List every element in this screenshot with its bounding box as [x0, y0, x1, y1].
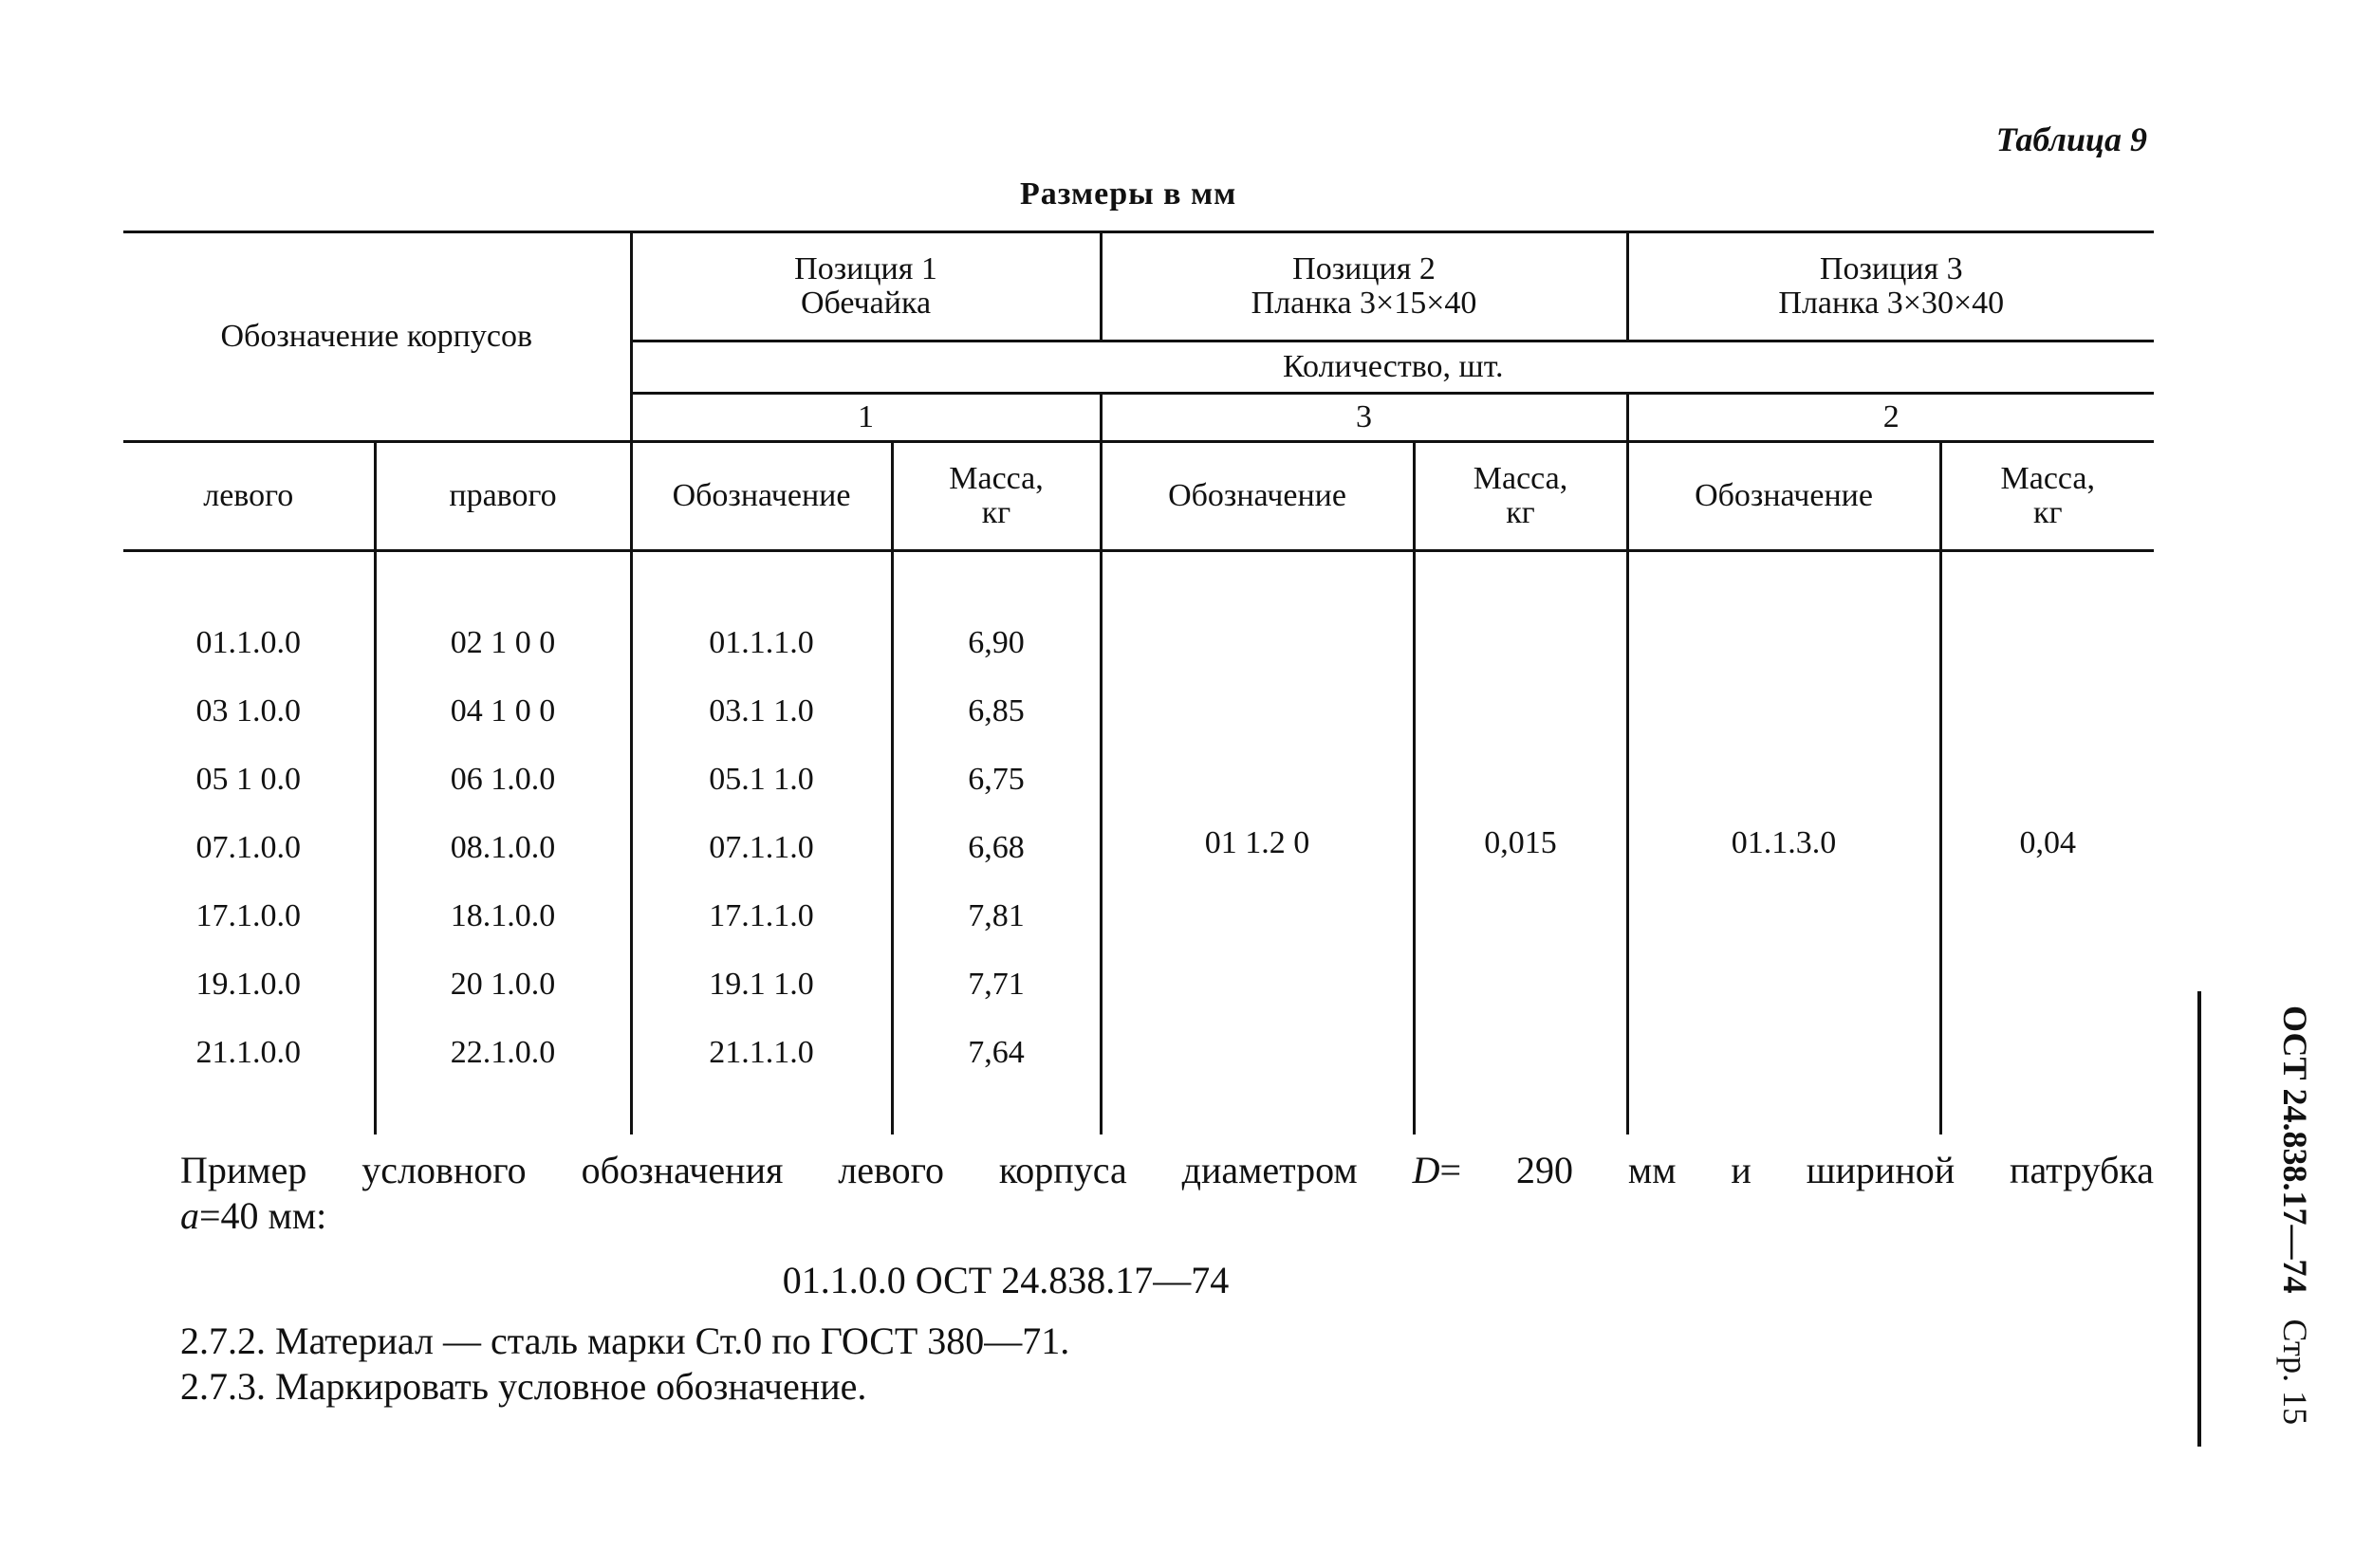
left-code: 05 1 0.0 [195, 762, 301, 798]
quantity-position-3: 2 [1627, 394, 2154, 442]
example-a-var: a [180, 1194, 199, 1237]
p1-mass: 6,75 [892, 746, 1101, 814]
table-caption: Размеры в мм [1020, 176, 1237, 212]
position-1-label: Позиция 1 [794, 251, 937, 287]
p1-mass: 6,90 [892, 609, 1101, 677]
parts-table [123, 231, 2154, 1134]
position-3-label: Позиция 3 [1819, 251, 1963, 287]
left-code: 21.1.0.0 [195, 1035, 301, 1071]
p3-designation: 01.1.3.0 [1627, 551, 1940, 1135]
left-code: 17.1.0.0 [195, 898, 301, 934]
left-code: 07.1.0.0 [195, 830, 301, 866]
right-code: 02 1 0 0 [375, 609, 631, 677]
p3-mass-header: Масса, кг [1940, 442, 2154, 551]
quantity-position-2: 3 [1101, 394, 1627, 442]
position-2-label: Позиция 2 [1292, 251, 1436, 287]
left-header: левого [123, 442, 375, 551]
p1-designation: 17.1.1.0 [631, 882, 892, 950]
p1-mass: 6,68 [892, 814, 1101, 882]
quantity-position-1: 1 [631, 394, 1101, 442]
standard-number: ОСТ 24.838.17—74 [2276, 1005, 2314, 1294]
example-intro: Пример условного обозначения левого корпуса диаметром [180, 1149, 1358, 1191]
position-2-name: Планка 3×15×40 [1251, 286, 1477, 321]
p1-mass: 6,85 [892, 677, 1101, 746]
table-number-label: Таблица 9 [1995, 120, 2147, 158]
p1-designation: 05.1 1.0 [631, 746, 892, 814]
p2-mass: 0,015 [1414, 551, 1627, 1135]
position-3-name: Планка 3×30×40 [1778, 286, 2005, 321]
example-tail: мм и шириной патрубка [1627, 1149, 2155, 1191]
right-code: 22.1.0.0 [375, 1019, 631, 1087]
right-code: 20 1.0.0 [375, 950, 631, 1019]
p3-designation-header: Обозначение [1627, 442, 1940, 551]
left-code: 19.1.0.0 [195, 967, 301, 1003]
p1-mass: 7,81 [892, 882, 1101, 950]
page-number: Стр. 15 [2276, 1319, 2314, 1426]
body-text [180, 1148, 2154, 1410]
p1-designation: 01.1.1.0 [631, 609, 892, 677]
p1-mass-header: Масса, кг [892, 442, 1101, 551]
p1-designation: 19.1 1.0 [631, 950, 892, 1019]
left-code: 01.1.0.0 [195, 625, 301, 661]
example-d-var: D [1412, 1149, 1440, 1191]
p1-designation: 07.1.1.0 [631, 814, 892, 882]
right-code: 08.1.0.0 [375, 814, 631, 882]
p1-mass: 7,71 [892, 950, 1101, 1019]
p1-mass: 7,64 [892, 1019, 1101, 1087]
designation-header: Обозначение корпусов [123, 232, 631, 442]
example-a-value: =40 мм: [199, 1194, 327, 1237]
p2-designation-header: Обозначение [1101, 442, 1414, 551]
left-code: 03 1.0.0 [195, 693, 301, 729]
p3-mass: 0,04 [1940, 551, 2154, 1135]
right-header: правого [375, 442, 631, 551]
right-code: 04 1 0 0 [375, 677, 631, 746]
example-paragraph [180, 1148, 2154, 1193]
margin-rule [2197, 991, 2201, 1447]
p2-mass-header: Масса, кг [1414, 442, 1627, 551]
p2-designation: 01 1.2 0 [1101, 551, 1414, 1135]
example-paragraph-continued [180, 1193, 2154, 1239]
example-d-value: = 290 [1439, 1149, 1573, 1191]
page-footer-vertical [2275, 1005, 2315, 1480]
item-2-7-3: 2.7.3. Маркировать условное обозначение. [180, 1365, 867, 1408]
item-2-7-2: 2.7.2. Материал — сталь марки Ст.0 по ГОСТ 380—71. [180, 1319, 1070, 1362]
position-3-header [1627, 232, 2154, 341]
position-2-header [1101, 232, 1627, 341]
p1-designation-header: Обозначение [631, 442, 892, 551]
designation-example: 01.1.0.0 ОСТ 24.838.17—74 [782, 1259, 1230, 1301]
right-code: 06 1.0.0 [375, 746, 631, 814]
p1-designation: 03.1 1.0 [631, 677, 892, 746]
position-1-name: Обечайка [800, 286, 932, 321]
quantity-header: Количество, шт. [631, 341, 2154, 394]
p1-designation: 21.1.1.0 [631, 1019, 892, 1087]
position-1-header [631, 232, 1101, 341]
right-code: 18.1.0.0 [375, 882, 631, 950]
